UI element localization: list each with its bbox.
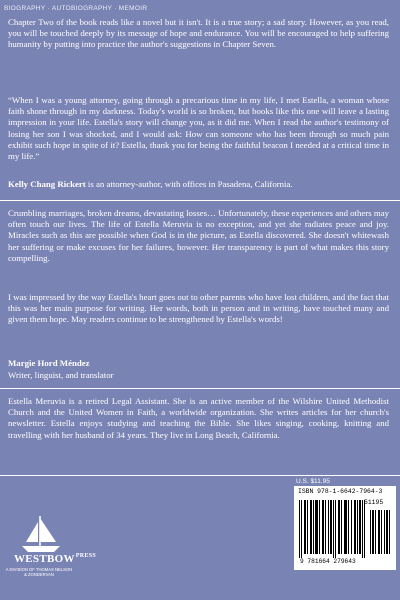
barcode-number: 9 781664 279643 [300,558,356,565]
genre-line [4,5,147,12]
publisher-press-text: PRESS [75,553,96,560]
genre-separator: · [114,5,117,12]
endorsement-quote: “When I was a young attorney, going through a precarious time in my life, I met Estella, a woman whose faith shone through in my darkness. Today's world is so broken, but books like this one will leave a lasting impression in your life. Estella's story will change you, as it did me. When I read the author's testimony of losing her son I was shocked, and I would ask: How can someone who has been through so much pain exhibit such hope in spite of it? Estella, thank you for being the faithful beacon I needed at a critical time in my life.” [8,95,389,162]
price-code: 51195 [364,499,384,506]
author-bio: Estella Meruvia is a retired Legal Assistant. She is an active member of the Wilshire United Methodist Church and the United Women in Faith, a worldwide organization. She writes articles for her church's newsletter. Estella enjoys studying and teaching the Bible. She likes singing, cooking, knitting and travelling with her husband of 34 years. They live in Long Beach, California. [8,396,389,440]
endorser-name: Kelly Chang Rickert [8,179,86,189]
divider [0,475,400,476]
reviewer-name: Margie Hord Méndez [8,358,90,368]
westbow-ship-icon [6,512,78,592]
endorser-description: is an attorney-author, with offices in Pasadena, California. [85,179,293,189]
genre-memoir: MEMOIR [118,5,148,12]
intro-paragraph: Chapter Two of the book reads like a novel but it isn't. It is a true story; a sad story. However, as you read, you will be touched deeply by its message of hope and endurance. You will be encouraged to help suffering humanity by putting into practice the author's suggestions in Chapter Seven. [8,17,389,50]
review-paragraph-2: I was impressed by the way Estella's heart goes out to other parents who have lost children, and the fact that this was her main purpose for writing. Her words, both in person and in writing, have touched many and given them hope. May readers continue to be strengthened by Estella's words! [8,292,389,325]
price-label: U.S. $11.95 [296,478,330,485]
reviewer-role: Writer, linguist, and translator [8,370,114,380]
publisher-name-text: WESTBOW [14,553,75,565]
review-paragraph-1: Crumbling marriages, broken dreams, devastating losses… Unfortunately, these experiences and others may often touch our lives. The life of Estella Meruvia is no exception, and yet she radiates peace and joy. Miracles such as this are possible when God is in the picture, as Estella discovered. She doesn't whitewash her suffering or make excuses for her failures, however. Her transparency is part of what makes this story compelling. [8,208,390,263]
publisher-name [14,553,96,565]
isbn-text: ISBN 978-1-6642-7964-3 [298,488,383,495]
genre-separator: · [47,5,50,12]
publisher-subtitle: A DIVISION OF THOMAS NELSON & ZONDERVAN [5,567,73,577]
barcode-area [294,486,396,570]
genre-autobiography: AUTOBIOGRAPHY [51,5,113,12]
endorsement-attribution [8,179,389,190]
divider [0,200,400,201]
genre-biography: BIOGRAPHY [4,5,46,12]
divider [0,388,400,389]
